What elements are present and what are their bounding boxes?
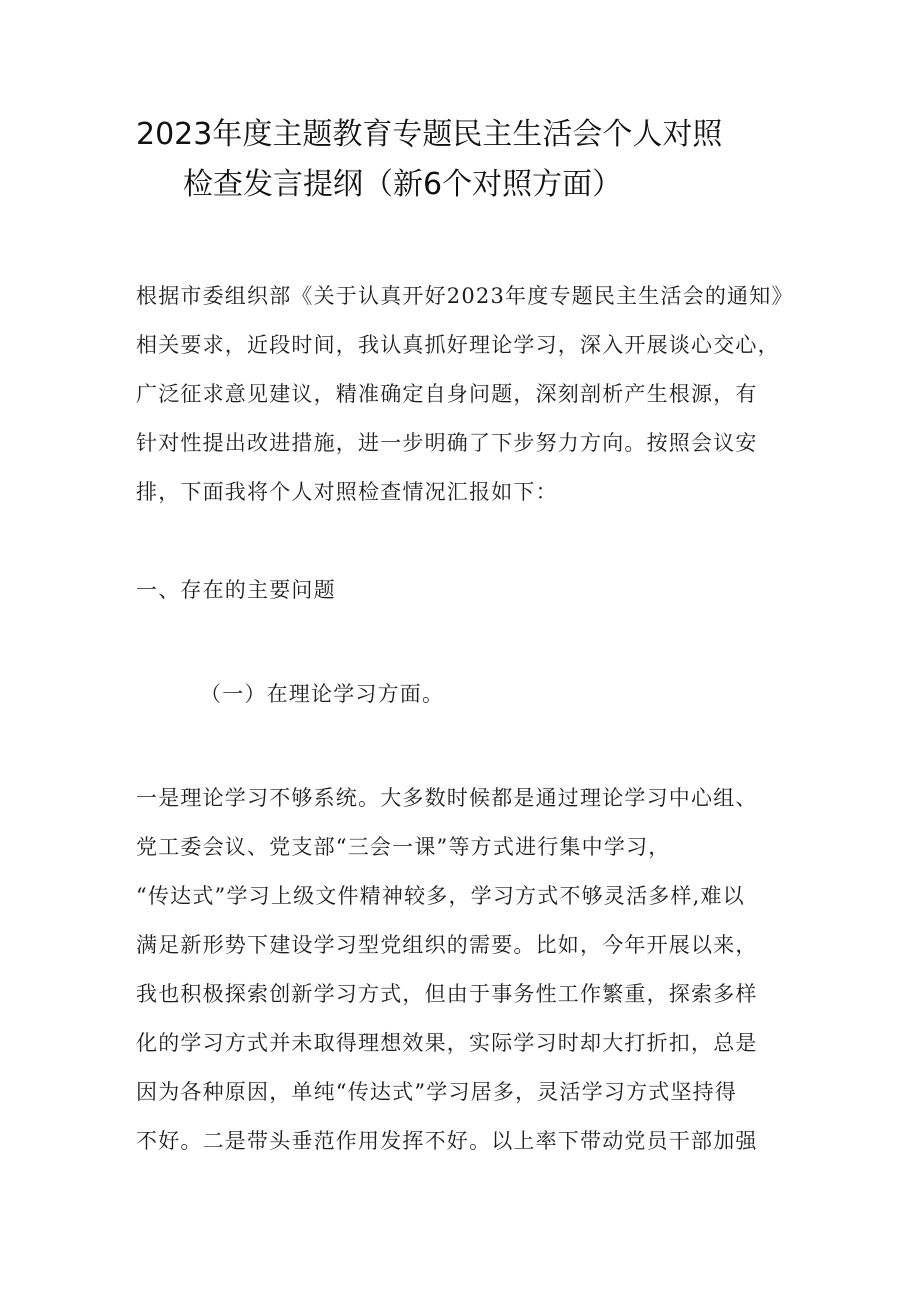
problem-line: 不好。二是带头垂范作用发挥不好。以上率下带动党员干部加强 (136, 1129, 758, 1153)
intro-line: 针对性提出改进措施，进一步明确了下步努力方向。按照会议安 (136, 431, 758, 455)
intro-line: 广泛征求意见建议，精准确定自身问题，深刻剖析产生根源，有 (136, 382, 758, 406)
title-line-2: 检查发言提纲（新6个对照方面） (183, 167, 623, 202)
document-title (0, 110, 920, 210)
intro-paragraph (136, 272, 796, 517)
problem-line: 党工委会议、党支部“三会一课”等方式进行集中学习， (136, 835, 671, 859)
intro-line: 排，下面我将个人对照检查情况汇报如下： (136, 480, 558, 504)
subsection-heading (200, 670, 860, 719)
problem-line: 因为各种原因，单纯“传达式”学习居多，灵活学习方式坚持得 (136, 1080, 738, 1104)
subsection-heading-text: （一）在理论学习方面。 (200, 682, 445, 706)
section-heading-text: 一、存在的主要问题 (136, 578, 336, 602)
problem-line: 我也积极探索创新学习方式，但由于事务性工作繁重，探索多样 (136, 982, 758, 1006)
problem-line: 一是理论学习不够系统。大多数时候都是通过理论学习中心组、 (136, 786, 758, 810)
intro-line: 相关要求，近段时间，我认真抓好理论学习，深入开展谈心交心， (136, 333, 780, 357)
intro-line: 根据市委组织部《关于认真开好2023年度专题民主生活会的通知》 (136, 284, 794, 308)
problem-line: “传达式”学习上级文件精神较多，学习方式不够灵活多样,难以 (136, 884, 745, 908)
title-line-1: 2023年度主题教育专题民主生活会个人对照 (136, 117, 723, 152)
problem-line: 满足新形势下建设学习型党组织的需要。比如，今年开展以来， (136, 933, 758, 957)
problem-paragraph (136, 774, 796, 1166)
problem-line: 化的学习方式并未取得理想效果，实际学习时却大打折扣，总是 (136, 1031, 758, 1055)
section-heading (136, 566, 796, 615)
